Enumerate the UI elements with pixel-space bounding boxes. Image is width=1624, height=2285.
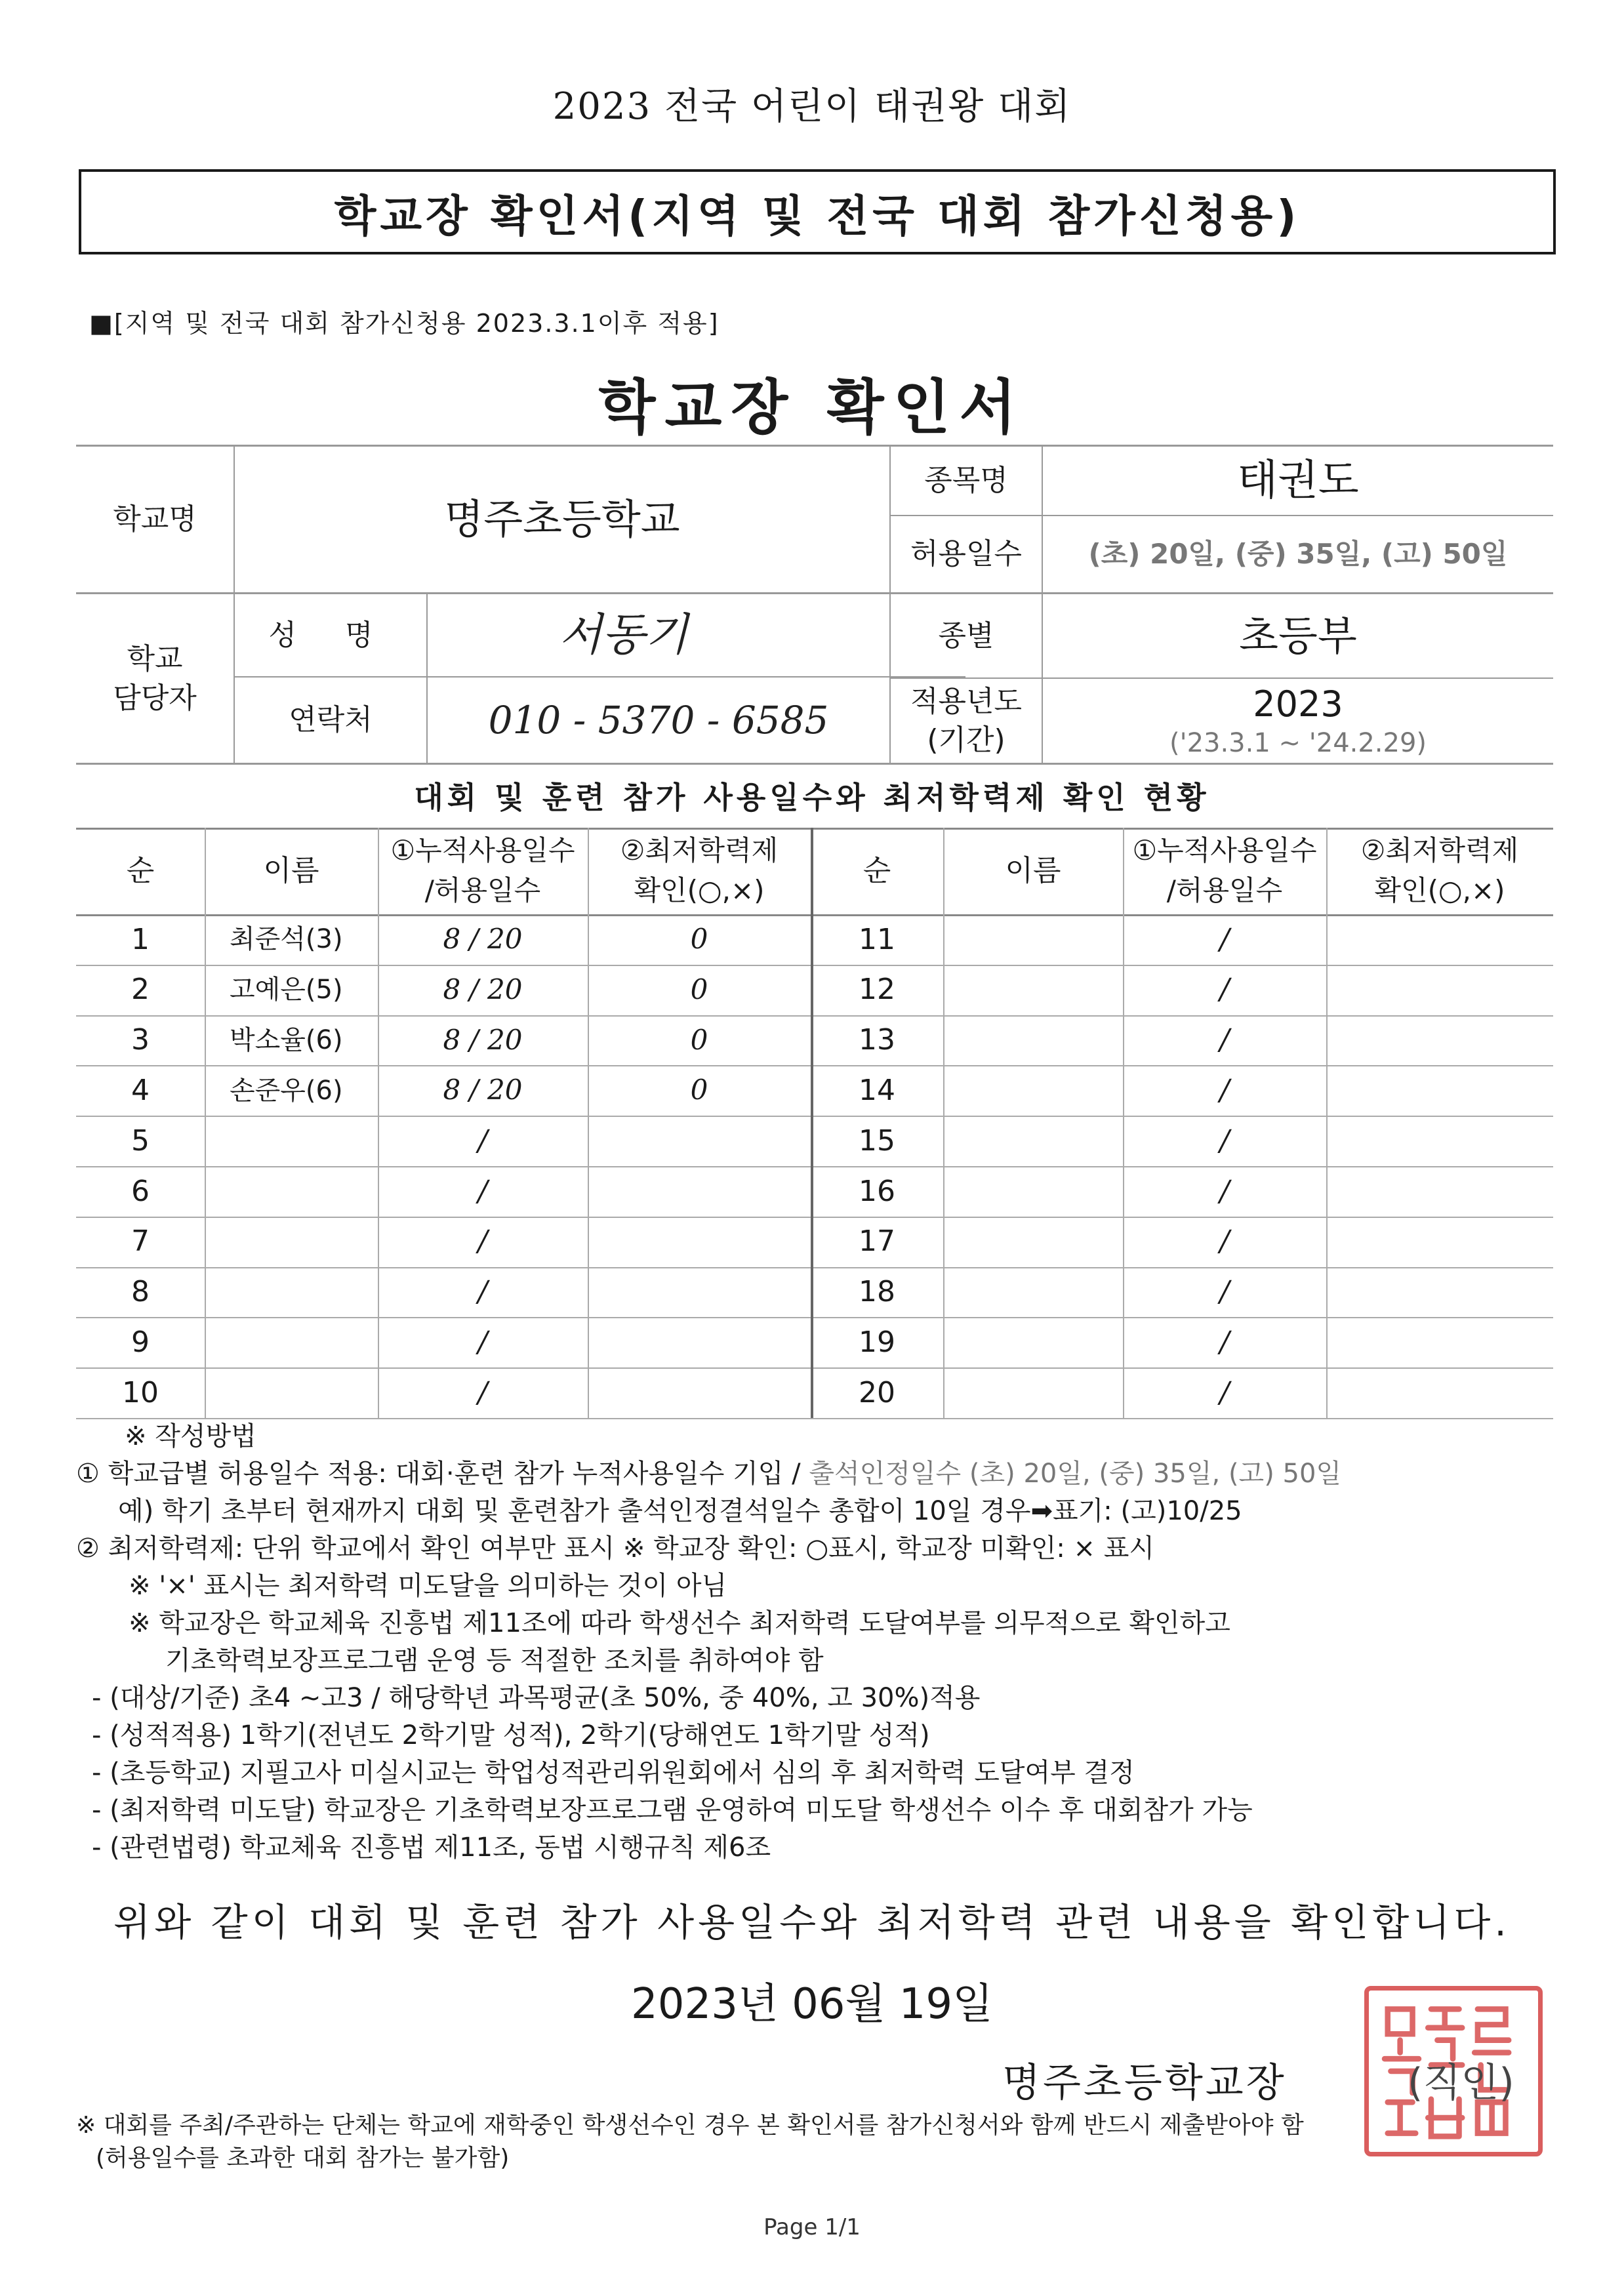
days-used: / — [477, 1325, 488, 1359]
instruction-line: - (관련법령) 학교체육 진흥법 제11조, 동법 시행규칙 제6조 — [92, 1832, 771, 1863]
school-name-value: 명주초등학교 — [444, 495, 680, 544]
col-header-no: 순 — [863, 854, 891, 888]
participant-name — [205, 1367, 378, 1418]
section-title: 대회 및 훈련 참가 사용일수와 최저학력제 확인 현황 — [414, 780, 1210, 815]
row-number: 20 — [859, 1375, 895, 1409]
page-number: Page 1/1 — [763, 2214, 861, 2240]
school-staff-label-line1: 학교 — [127, 642, 183, 676]
academic-check — [1326, 1065, 1553, 1116]
col-header-days-line2: /허용일수 — [424, 874, 541, 906]
participant-name — [943, 1367, 1123, 1418]
row-number: 16 — [859, 1174, 895, 1208]
participant-name — [943, 1267, 1123, 1318]
academic-check — [588, 1317, 811, 1367]
days-used: / — [477, 1123, 488, 1158]
days-used: / — [1219, 922, 1230, 956]
instruction-line — [76, 1455, 1558, 1493]
days-used: / — [1219, 1224, 1230, 1259]
form-title: 학교장 확인서(지역 및 전국 대회 참가신청용) — [334, 190, 1301, 241]
instruction-line: ※ 학교장은 학교체육 진흥법 제11조에 따라 학생선수 최저학력 도달여부를 의무적으로 확인하고 — [129, 1608, 1230, 1638]
row-number: 18 — [859, 1275, 895, 1309]
row-number: 13 — [859, 1023, 895, 1057]
row-number: 12 — [859, 973, 895, 1007]
academic-check — [1326, 1267, 1553, 1318]
participant-name — [205, 1166, 378, 1217]
footnote — [76, 2109, 1565, 2175]
instruction-line: - (최저학력 미도달) 학교장은 기초학력보장프로그램 운영하여 미도달 학생선수 이수 후 대회참가 가능 — [92, 1795, 1253, 1825]
row-number: 1 — [131, 922, 150, 956]
participant-name — [943, 1065, 1123, 1116]
participant-name: 최준석(3) — [230, 924, 343, 955]
instruction-line: ② 최저학력제: 단위 학교에서 확인 여부만 표시 ※ 학교장 확인: ○표시, 학교장 미확인: × 표시 — [76, 1533, 1155, 1564]
school-name-label: 학교명 — [113, 502, 197, 536]
col-header-academic-line2: 확인(○,×) — [1374, 874, 1505, 906]
contact-label: 연락처 — [289, 703, 373, 737]
col-header-days-line2: /허용일수 — [1166, 874, 1283, 906]
days-used: 8 / 20 — [443, 922, 523, 955]
participant-name — [943, 965, 1123, 1015]
row-number: 11 — [859, 922, 895, 956]
col-header-name: 이름 — [263, 854, 319, 888]
applied-year-label-line1: 적용년도 — [910, 684, 1022, 718]
academic-check — [1326, 914, 1553, 965]
instruction-line: ※ '×' 표시는 최저학력 미도달을 의미하는 것이 아님 — [129, 1571, 727, 1601]
seal-label: (직인) — [1408, 2060, 1514, 2106]
instruction-line: 기초학력보장프로그램 운영 등 적절한 조치를 취하여야 함 — [165, 1646, 824, 1676]
col-header-days — [378, 828, 588, 914]
days-used: / — [1219, 1325, 1230, 1359]
col-header-academic-line1: ②최저학력제 — [1360, 834, 1519, 867]
instruction-line: - (성적적용) 1학기(전년도 2학기말 성적), 2학기(당해연도 1학기말 성적) — [92, 1720, 930, 1750]
participant-name — [205, 1116, 378, 1166]
days-used: / — [477, 1375, 488, 1409]
row-number: 6 — [131, 1174, 150, 1208]
footnote-line-2: (허용일수를 초과한 대회 참가는 불가함) — [96, 2145, 510, 2172]
academic-check: 0 — [690, 1074, 708, 1106]
school-info-grid — [76, 445, 1553, 765]
col-header-academic-line2: 확인(○,×) — [634, 874, 765, 906]
col-header-name: 이름 — [1005, 854, 1061, 888]
participant-name — [205, 1267, 378, 1318]
days-used: / — [1219, 973, 1230, 1007]
applicability-note: ■[지역 및 전국 대회 참가신청용 2023.3.1이후 적용] — [89, 309, 720, 338]
academic-check — [1326, 1367, 1553, 1418]
days-used: / — [1219, 1023, 1230, 1057]
confirmation-statement: 위와 같이 대회 및 훈련 참가 사용일수와 최저학력 관련 내용을 확인합니다. — [113, 1900, 1511, 1945]
applied-year-label — [891, 679, 1042, 763]
applied-period: ('23.3.1 ~ '24.2.29) — [1169, 727, 1427, 758]
academic-check — [588, 1367, 811, 1418]
col-header-days-line1: ①누적사용일수 — [390, 834, 575, 867]
participant-name — [943, 1015, 1123, 1066]
sport-label: 종목명 — [924, 464, 1008, 498]
col-header-academic — [588, 828, 811, 914]
applied-year: 2023 — [1253, 683, 1343, 725]
instructions-heading: ※ 작성방법 — [125, 1421, 256, 1451]
applied-year-value — [1043, 679, 1553, 763]
col-header-academic-line1: ②최저학력제 — [620, 834, 779, 867]
school-staff-label — [76, 594, 233, 763]
participant-name — [943, 1116, 1123, 1166]
row-number: 5 — [131, 1123, 150, 1158]
instruction-line: - (초등학교) 지필고사 미실시교는 학업성적관리위원회에서 심의 후 최저학력 도달여부 결정 — [92, 1758, 1135, 1788]
division-value: 초등부 — [1239, 611, 1357, 660]
participant-name: 고예은(5) — [230, 975, 343, 1005]
academic-check — [1326, 1217, 1553, 1267]
applied-year-label-line2: (기간) — [927, 723, 1005, 757]
participant-name — [943, 1217, 1123, 1267]
academic-check — [1326, 965, 1553, 1015]
row-number: 3 — [131, 1023, 150, 1057]
participant-name: 박소율(6) — [230, 1024, 343, 1055]
staff-name-value: 서동기 — [559, 609, 689, 661]
col-header-days-line1: ①누적사용일수 — [1132, 834, 1317, 867]
event-title: 2023 전국 어린이 태권왕 대회 — [552, 85, 1072, 128]
participant-name — [943, 1166, 1123, 1217]
academic-check — [1326, 1166, 1553, 1217]
participant-table — [76, 828, 1553, 1418]
instruction-line: - (대상/기준) 초4 ~고3 / 해당학년 과목평균(초 50%, 중 40%, 고 30%)적용 — [92, 1683, 981, 1713]
days-used: / — [1219, 1375, 1230, 1409]
academic-check — [588, 1267, 811, 1318]
row-number: 7 — [131, 1224, 150, 1259]
col-header-academic — [1326, 828, 1553, 914]
days-used: / — [1219, 1174, 1230, 1208]
days-used: 8 / 20 — [443, 1074, 523, 1106]
form-title-box — [79, 169, 1556, 254]
days-used: / — [1219, 1275, 1230, 1309]
participant-name: 손준우(6) — [230, 1075, 343, 1106]
attendance-days-text: 출석인정일수 (초) 20일, (중) 35일, (고) 50일 — [809, 1459, 1342, 1489]
col-header-days — [1123, 828, 1326, 914]
col-header-no: 순 — [126, 854, 155, 888]
academic-check — [1326, 1015, 1553, 1066]
instruction-text: ① 학교급별 허용일수 적용: 대회·훈련 참가 누적사용일수 기입 / — [76, 1459, 809, 1489]
academic-check: 0 — [690, 973, 708, 1005]
days-used: / — [477, 1275, 488, 1309]
row-number: 19 — [859, 1325, 895, 1359]
academic-check — [588, 1217, 811, 1267]
academic-check — [588, 1116, 811, 1166]
days-used: / — [1219, 1123, 1230, 1158]
row-number: 4 — [131, 1073, 150, 1107]
contact-value: 010 - 5370 - 6585 — [488, 697, 829, 742]
academic-check — [1326, 1116, 1553, 1166]
academic-check — [1326, 1317, 1553, 1367]
instruction-line: 예) 학기 초부터 현재까지 대회 및 훈련참가 출석인정결석일수 총합이 10일 경우➡표기: (고)10/25 — [118, 1496, 1242, 1526]
row-number: 9 — [131, 1325, 150, 1359]
days-used: 8 / 20 — [443, 973, 523, 1005]
row-number: 10 — [122, 1375, 159, 1409]
row-number: 8 — [131, 1275, 150, 1309]
footnote-line-1: ※ 대회를 주최/주관하는 단체는 학교에 재학중인 학생선수인 경우 본 확인서를 참가신청서와 함께 반드시 제출받아야 함 — [76, 2112, 1304, 2139]
days-used: / — [477, 1224, 488, 1259]
allowed-days-value: (초) 20일, (중) 35일, (고) 50일 — [1088, 537, 1508, 570]
participant-name — [205, 1217, 378, 1267]
document-title: 학교장 확인서 — [598, 373, 1026, 442]
academic-check — [588, 1166, 811, 1217]
row-number: 17 — [859, 1224, 895, 1259]
academic-check: 0 — [690, 1023, 708, 1056]
staff-name-label: 성 명 — [268, 618, 393, 652]
days-used: / — [1219, 1073, 1230, 1107]
document-date: 2023년 06월 19일 — [631, 1980, 993, 2029]
allowed-days-label: 허용일수 — [910, 537, 1022, 571]
principal-title: 명주초등학교장 — [1002, 2060, 1287, 2106]
row-number: 14 — [859, 1073, 895, 1107]
days-used: / — [477, 1174, 488, 1208]
sport-value: 태권도 — [1237, 456, 1359, 505]
row-number: 2 — [131, 973, 150, 1007]
school-staff-label-line2: 담당자 — [113, 681, 197, 715]
division-label: 종별 — [938, 618, 994, 653]
participant-name — [943, 914, 1123, 965]
instructions — [76, 1418, 1558, 1867]
participant-name — [943, 1317, 1123, 1367]
academic-check: 0 — [690, 922, 708, 955]
participant-name — [205, 1317, 378, 1367]
days-used: 8 / 20 — [443, 1023, 523, 1056]
row-number: 15 — [859, 1123, 895, 1158]
